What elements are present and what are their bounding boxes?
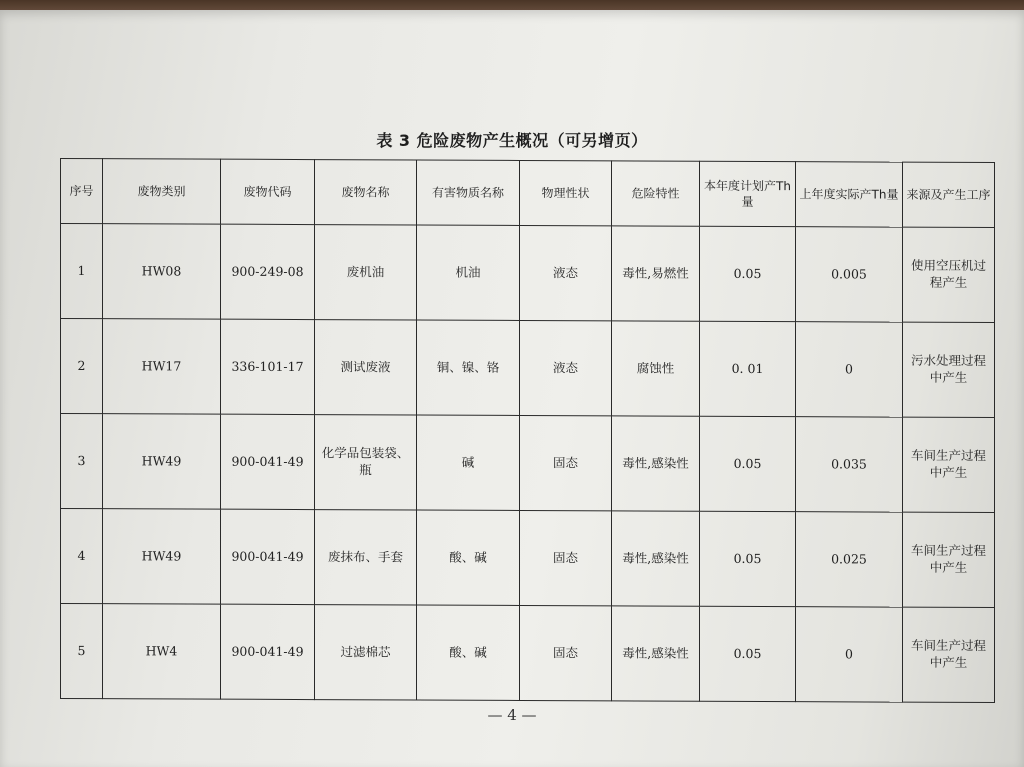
cell-planned: 0.05	[700, 511, 796, 606]
cell-name: 废机油	[315, 225, 417, 320]
cell-actual: 0.035	[796, 417, 903, 512]
cell-code: 900-249-08	[221, 224, 315, 319]
page-number: — 4 —	[487, 706, 537, 724]
cell-category: HW49	[103, 414, 221, 510]
cell-code: 900-041-49	[221, 414, 315, 509]
cell-hazard: 毒性,易燃性	[612, 226, 700, 321]
cell-planned: 0.05	[700, 226, 796, 321]
cell-substance: 酸、碱	[417, 605, 520, 700]
cell-substance: 酸、碱	[417, 510, 520, 605]
cell-source: 污水处理过程中产生	[903, 322, 995, 417]
col-header-hazard: 危险特性	[612, 161, 700, 226]
cell-code: 900-041-49	[221, 604, 315, 699]
cell-index: 4	[61, 508, 103, 603]
cell-category: HW49	[103, 509, 221, 605]
col-header-planned: 本年度计划产Th量	[700, 161, 796, 226]
cell-state: 液态	[520, 225, 612, 320]
cell-name: 废抹布、手套	[315, 510, 417, 605]
cell-substance: 铜、镍、铬	[417, 320, 520, 415]
cell-index: 2	[61, 318, 103, 413]
col-header-actual: 上年度实际产Th量	[796, 162, 903, 227]
cell-name: 测试废液	[315, 320, 417, 415]
cell-hazard: 腐蚀性	[612, 321, 700, 416]
cell-actual: 0.025	[796, 512, 903, 607]
hazardous-waste-table	[60, 158, 995, 703]
cell-source: 使用空压机过程产生	[903, 227, 995, 322]
cell-name: 过滤棉芯	[315, 605, 417, 700]
cell-state: 固态	[520, 415, 612, 510]
col-header-name: 废物名称	[315, 160, 417, 225]
cell-state: 固态	[520, 510, 612, 605]
col-header-state: 物理性状	[520, 160, 612, 225]
cell-source: 车间生产过程中产生	[903, 417, 995, 512]
cell-category: HW4	[103, 604, 221, 700]
cell-state: 固态	[520, 605, 612, 700]
cell-source: 车间生产过程中产生	[903, 512, 995, 607]
cell-substance: 机油	[417, 225, 520, 320]
cell-index: 1	[61, 223, 103, 318]
table-row	[61, 318, 995, 417]
col-header-substance: 有害物质名称	[417, 160, 520, 225]
cell-actual: 0.005	[796, 227, 903, 322]
col-header-category: 废物类别	[103, 159, 221, 225]
cell-planned: 0.05	[700, 606, 796, 701]
table-title: 表 3 危险废物产生概况（可另增页）	[376, 131, 648, 150]
cell-substance: 碱	[417, 415, 520, 510]
table-row	[61, 223, 995, 322]
cell-index: 3	[61, 413, 103, 508]
cell-planned: 0.05	[700, 416, 796, 511]
cell-index: 5	[61, 603, 103, 698]
cell-hazard: 毒性,感染性	[612, 416, 700, 511]
col-header-code: 废物代码	[221, 159, 315, 224]
cell-state: 液态	[520, 320, 612, 415]
table-row	[61, 603, 995, 702]
cell-source: 车间生产过程中产生	[903, 607, 995, 702]
cell-code: 900-041-49	[221, 509, 315, 604]
col-header-source: 来源及产生工序	[903, 162, 995, 227]
cell-actual: 0	[796, 607, 903, 702]
cell-name: 化学品包装袋、瓶	[315, 415, 417, 510]
header-row	[61, 158, 995, 227]
cell-category: HW17	[103, 319, 221, 415]
cell-category: HW08	[103, 224, 221, 320]
cell-actual: 0	[796, 322, 903, 417]
cell-hazard: 毒性,感染性	[612, 606, 700, 701]
cell-code: 336-101-17	[221, 319, 315, 414]
table-row	[61, 413, 995, 512]
cell-hazard: 毒性,感染性	[612, 511, 700, 606]
table-row	[61, 508, 995, 607]
col-header-index: 序号	[61, 158, 103, 223]
cell-planned: 0. 01	[700, 321, 796, 416]
